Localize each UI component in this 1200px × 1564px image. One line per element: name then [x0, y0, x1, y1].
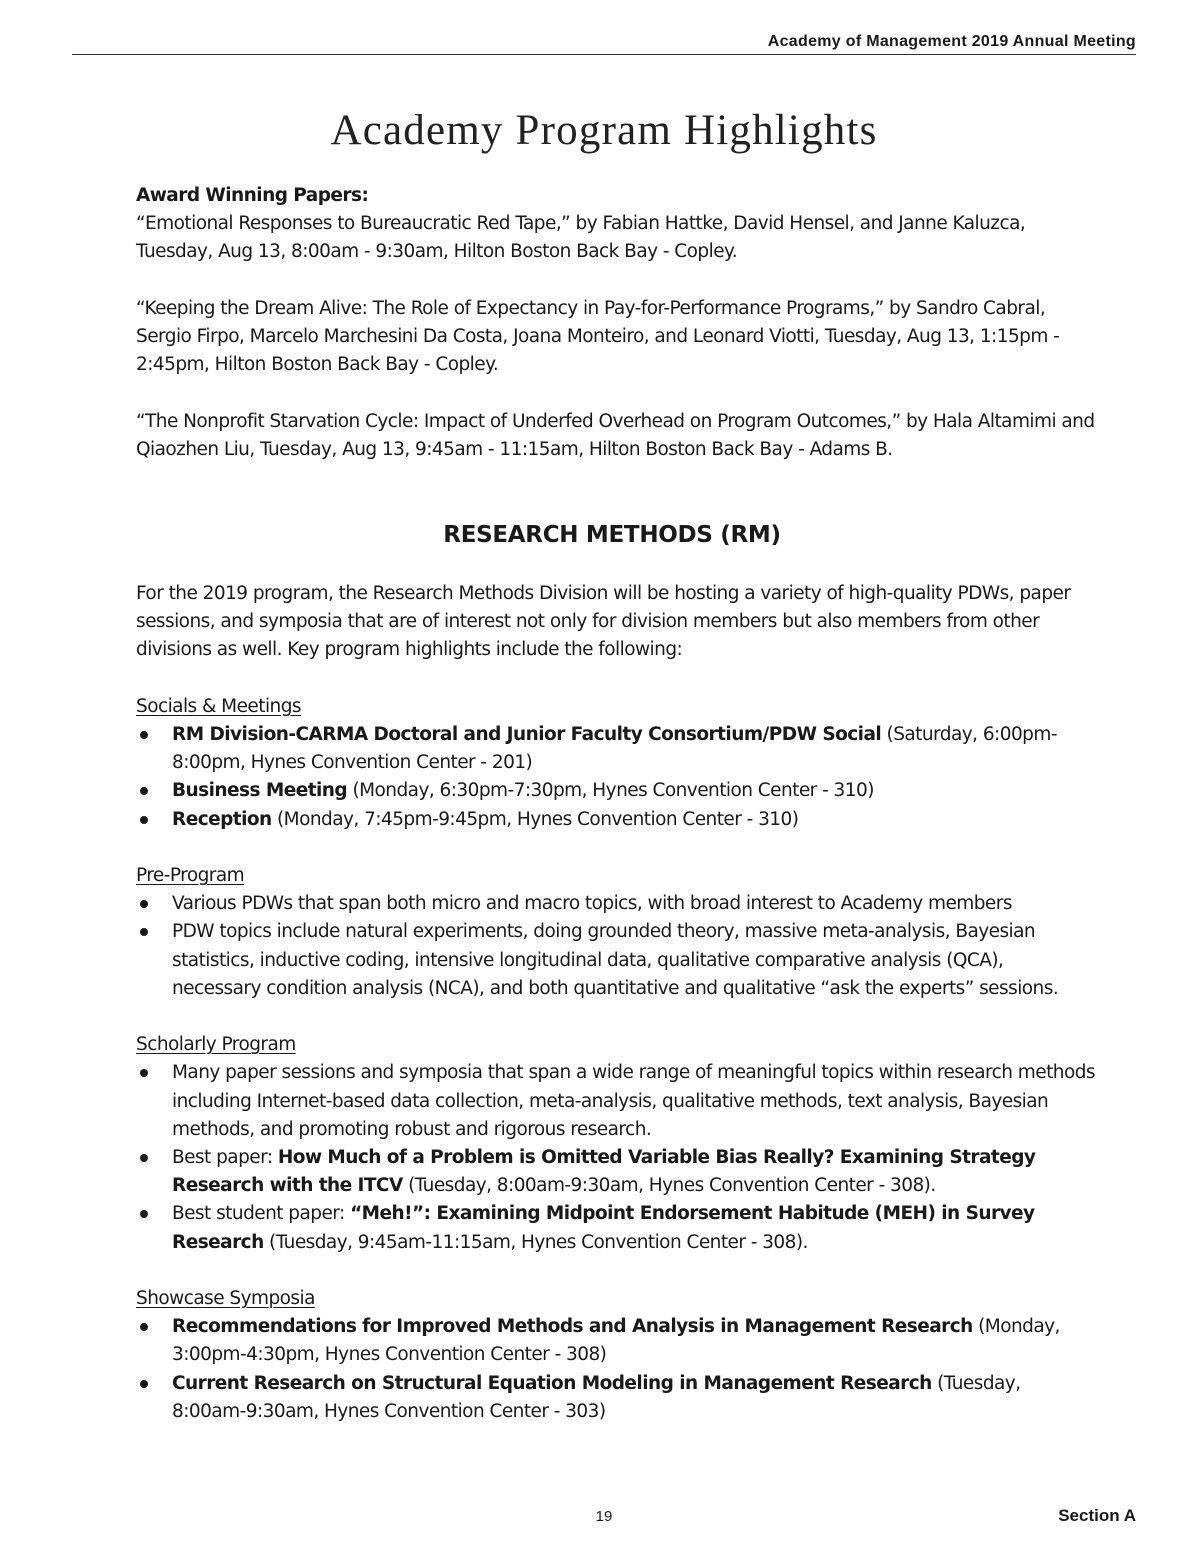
rm-intro-paragraph: For the 2019 program, the Research Methods Division will be hosting a variety of high-quality PDWs, paper sessions, and symposia that are of interest not only for division members but also members from other divisions as well. Key program highlights include the following: — [136, 583, 1071, 661]
item-title: RM Division-CARMA Doctoral and Junior Faculty Consortium/PDW Social — [172, 724, 882, 745]
list-item — [136, 1200, 1096, 1256]
scholarly-program-list — [136, 1059, 1096, 1256]
award-paper: “Keeping the Dream Alive: The Role of Expectancy in Pay-for-Performance Programs,” by Sandro Cabral, Sergio Firpo, Marcelo Marchesini Da Costa, Joana Monteiro, and Leonard Viotti, Tuesday, Aug 13, 1:15pm - 2:45pm, Hilton Boston Back Bay - Copley. — [136, 297, 1060, 376]
list-item — [136, 777, 1096, 805]
item-prefix: Best student paper: — [172, 1203, 351, 1225]
item-details: (Tuesday, 8:00am-9:30am, Hynes Convention Center - 308). — [402, 1175, 936, 1197]
list-item — [136, 1370, 1096, 1426]
item-title: Business Meeting — [172, 780, 348, 802]
item-title: Recommendations for Improved Methods and Analysis in Management Research — [172, 1316, 973, 1338]
list-item — [136, 721, 1096, 777]
showcase-symposia-list — [136, 1313, 1096, 1426]
item-details: (Monday, 3:00pm-4:30pm, Hynes Convention Center - 308) — [172, 1316, 1060, 1366]
pre-program-list — [136, 890, 1096, 1003]
socials-meetings-label: Socials & Meetings — [136, 695, 302, 717]
award-papers-heading: Award Winning Papers: — [136, 185, 369, 206]
socials-list — [136, 721, 1096, 834]
item-title: “Meh!”: Examining Midpoint Endorsement Habitude (MEH) in Survey Research — [172, 1203, 1035, 1253]
award-paper: “Emotional Responses to Bureaucratic Red Tape,” by Fabian Hattke, David Hensel, and Janne Kaluzca, Tuesday, Aug 13, 8:00am - 9:30am, Hilton Boston Back Bay - Copley. — [136, 213, 1026, 263]
list-item — [136, 806, 1096, 834]
item-title: Current Research on Structural Equation Modeling in Management Research — [172, 1372, 932, 1394]
item-text: Many paper sessions and symposia that span a wide range of meaningful topics within research methods including Internet-based data collection, meta-analysis, qualitative methods, text analysis, Bayesian methods, and promoting robust and rigorous research. — [172, 1062, 1096, 1140]
list-item — [136, 1144, 1096, 1200]
page-title: Academy Program Highlights — [330, 107, 878, 154]
section-label: Section A — [1058, 1506, 1136, 1525]
list-item — [136, 1059, 1096, 1144]
award-paper: “The Nonprofit Starvation Cycle: Impact of Underfed Overhead on Program Outcomes,” by Hala Altamimi and Qiaozhen Liu, Tuesday, Aug 13, 9:45am - 11:15am, Hilton Boston Back Bay - Adams B. — [136, 410, 1095, 460]
page-number: 19 — [595, 1508, 613, 1525]
pre-program-label: Pre-Program — [136, 865, 245, 886]
running-header: Academy of Management 2019 Annual Meeting — [767, 33, 1136, 50]
list-item: PDW topics include natural experiments, doing grounded theory, massive meta-analysis, Bayesian statistics, inductive coding, intensive longitudinal data, qualitative comparative analysis (QCA), necessary condition analysis (NCA), and both quantitative and qualitative “ask the experts” sessions. — [136, 918, 1096, 1003]
section-heading-research-methods: RESEARCH METHODS (RM) — [443, 522, 781, 548]
scholarly-program-label: Scholarly Program — [136, 1034, 296, 1056]
list-item: Various PDWs that span both micro and macro topics, with broad interest to Academy members — [136, 890, 1096, 918]
page-body — [136, 182, 1096, 1426]
item-title: Reception — [172, 808, 272, 830]
item-title: How Much of a Problem is Omitted Variable Bias Really? Examining Strategy Research with the ITCV — [172, 1147, 1036, 1197]
item-details: (Monday, 7:45pm-9:45pm, Hynes Convention Center - 310) — [271, 808, 799, 830]
item-details: (Tuesday, 9:45am-11:15am, Hynes Convention Center - 308). — [263, 1231, 808, 1253]
header-rule — [72, 54, 1136, 55]
item-details: (Monday, 6:30pm-7:30pm, Hynes Convention Center - 310) — [347, 780, 874, 802]
item-details: (Tuesday, 8:00am-9:30am, Hynes Convention Center - 303) — [172, 1372, 1021, 1422]
showcase-symposia-label: Showcase Symposia — [136, 1288, 315, 1310]
item-prefix: Best paper: — [172, 1147, 278, 1169]
item-details: (Saturday, 6:00pm-8:00pm, Hynes Convention Center - 201) — [172, 724, 1057, 774]
list-item — [136, 1313, 1096, 1369]
